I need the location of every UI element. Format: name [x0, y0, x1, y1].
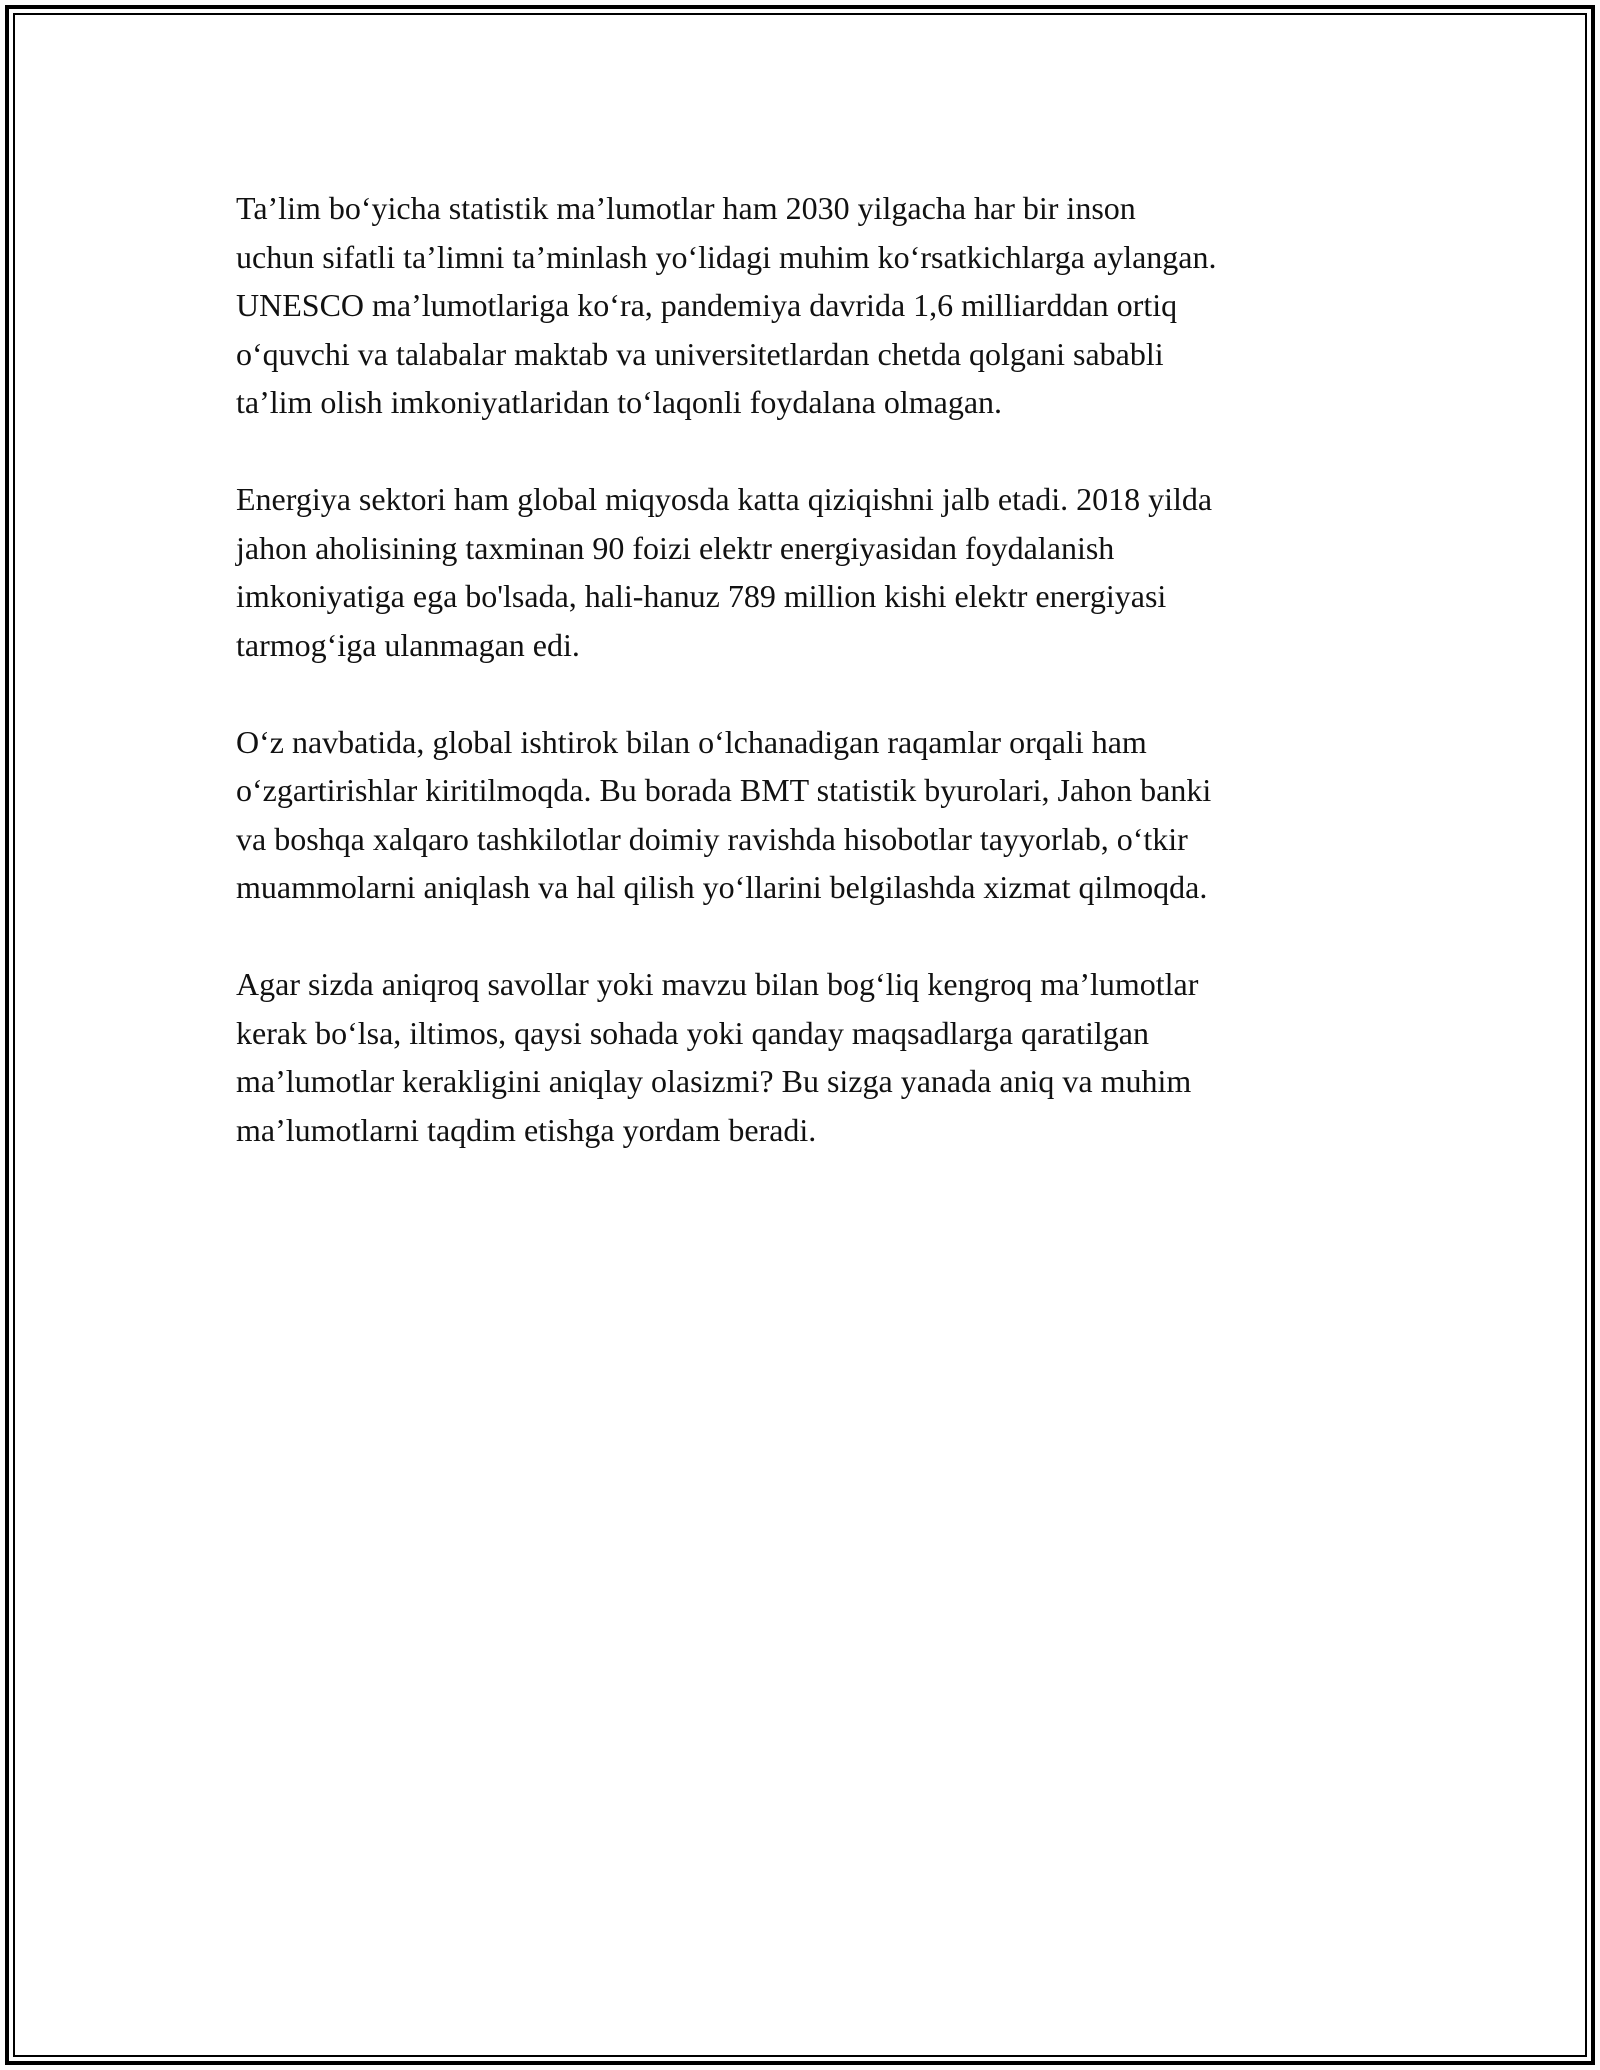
text-line: ma’lumotlar kerakligini aniqlay olasizmi? Bu sizga yanada aniq va muhim [236, 1063, 1192, 1099]
paragraph-request [236, 960, 1396, 1154]
paragraph-energy [236, 475, 1396, 669]
text-line: Agar sizda aniqroq savollar yoki mavzu bilan bog‘liq kengroq ma’lumotlar [236, 966, 1199, 1002]
text-line: imkoniyatiga ega bo'lsada, hali-hanuz 789 million kishi elektr energiyasi [236, 578, 1167, 614]
paragraph-education [236, 184, 1396, 427]
text-line: Energiya sektori ham global miqyosda katta qiziqishni jalb etadi. 2018 yilda [236, 481, 1213, 517]
text-line: ma’lumotlarni taqdim etishga yordam beradi. [236, 1111, 817, 1148]
text-line: o‘zgartirishlar kiritilmoqda. Bu borada BMT statistik byurolari, Jahon banki [236, 772, 1212, 808]
text-line: jahon aholisining taxminan 90 foizi elektr energiyasidan foydalanish [236, 529, 1115, 566]
text-line: Ta’lim bo‘yicha statistik ma’lumotlar ham 2030 yilgacha har bir inson [236, 190, 1136, 226]
text-line: muammolarni aniqlash va hal qilish yo‘llarini belgilashda xizmat qilmoqda. [236, 869, 1208, 905]
text-line: kerak bo‘lsa, iltimos, qaysi sohada yoki qanday maqsadlarga qaratilgan [236, 1014, 1149, 1051]
text-line: ta’lim olish imkoniyatlaridan to‘laqonli foydalana olmagan. [236, 384, 1003, 420]
text-line: va boshqa xalqaro tashkilotlar doimiy ravishda hisobotlar tayyorlab, o‘tkir [236, 820, 1188, 857]
text-line: O‘z navbatida, global ishtirok bilan o‘lchanadigan raqamlar orqali ham [236, 723, 1147, 760]
document-body [236, 184, 1396, 1203]
text-line: UNESCO ma’lumotlariga ko‘ra, pandemiya davrida 1,6 milliarddan ortiq [236, 287, 1178, 323]
paragraph-global-participation [236, 718, 1396, 912]
text-line: tarmog‘iga ulanmagan edi. [236, 626, 580, 663]
text-line: uchun sifatli ta’limni ta’minlash yo‘lidagi muhim ko‘rsatkichlarga aylangan. [236, 238, 1217, 275]
text-line: o‘quvchi va talabalar maktab va universitetlardan chetda qolgani sababli [236, 335, 1164, 372]
